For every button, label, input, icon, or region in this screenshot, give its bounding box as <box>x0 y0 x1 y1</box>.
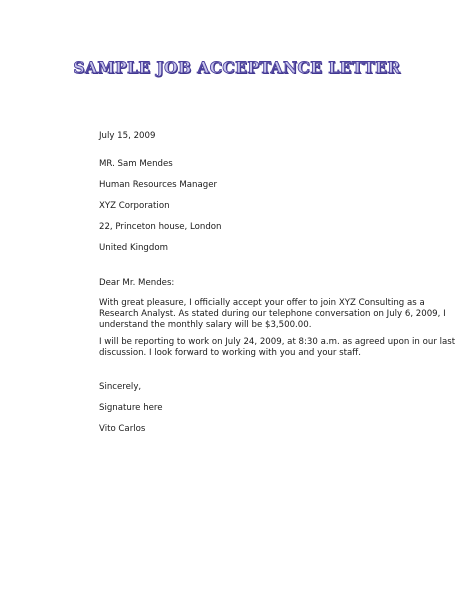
salutation: Dear Mr. Mendes: <box>99 278 175 288</box>
letter-title: SAMPLE JOB ACCEPTANCE LETTER <box>73 58 401 77</box>
paragraph-start-date <box>99 337 455 359</box>
recipient-position: Human Resources Manager <box>99 180 218 190</box>
paragraph-start-date-line: discussion. I look forward to working with you and your staff. <box>99 348 361 358</box>
sender-name: Vito Carlos <box>99 424 146 434</box>
paragraph-acceptance <box>99 298 446 331</box>
paragraph-acceptance-line: With great pleasure, I officially accept your offer to join XYZ Consulting as a <box>99 298 425 308</box>
recipient-company: XYZ Corporation <box>99 201 170 211</box>
closing: Sincerely, <box>99 382 142 392</box>
paragraph-acceptance-line: understand the monthly salary will be $3,500.00. <box>99 320 312 330</box>
signature: Signature here <box>99 403 163 413</box>
recipient-street: 22, Princeton house, London <box>99 222 222 232</box>
recipient-country: United Kingdom <box>99 243 168 253</box>
paragraph-acceptance-line: Research Analyst. As stated during our telephone conversation on July 6, 2009, I <box>99 309 446 319</box>
letter-date: July 15, 2009 <box>99 131 156 141</box>
recipient-name: MR. Sam Mendes <box>99 159 173 169</box>
paragraph-start-date-line: I will be reporting to work on July 24, 2009, at 8:30 a.m. as agreed upon in our last <box>99 337 456 347</box>
